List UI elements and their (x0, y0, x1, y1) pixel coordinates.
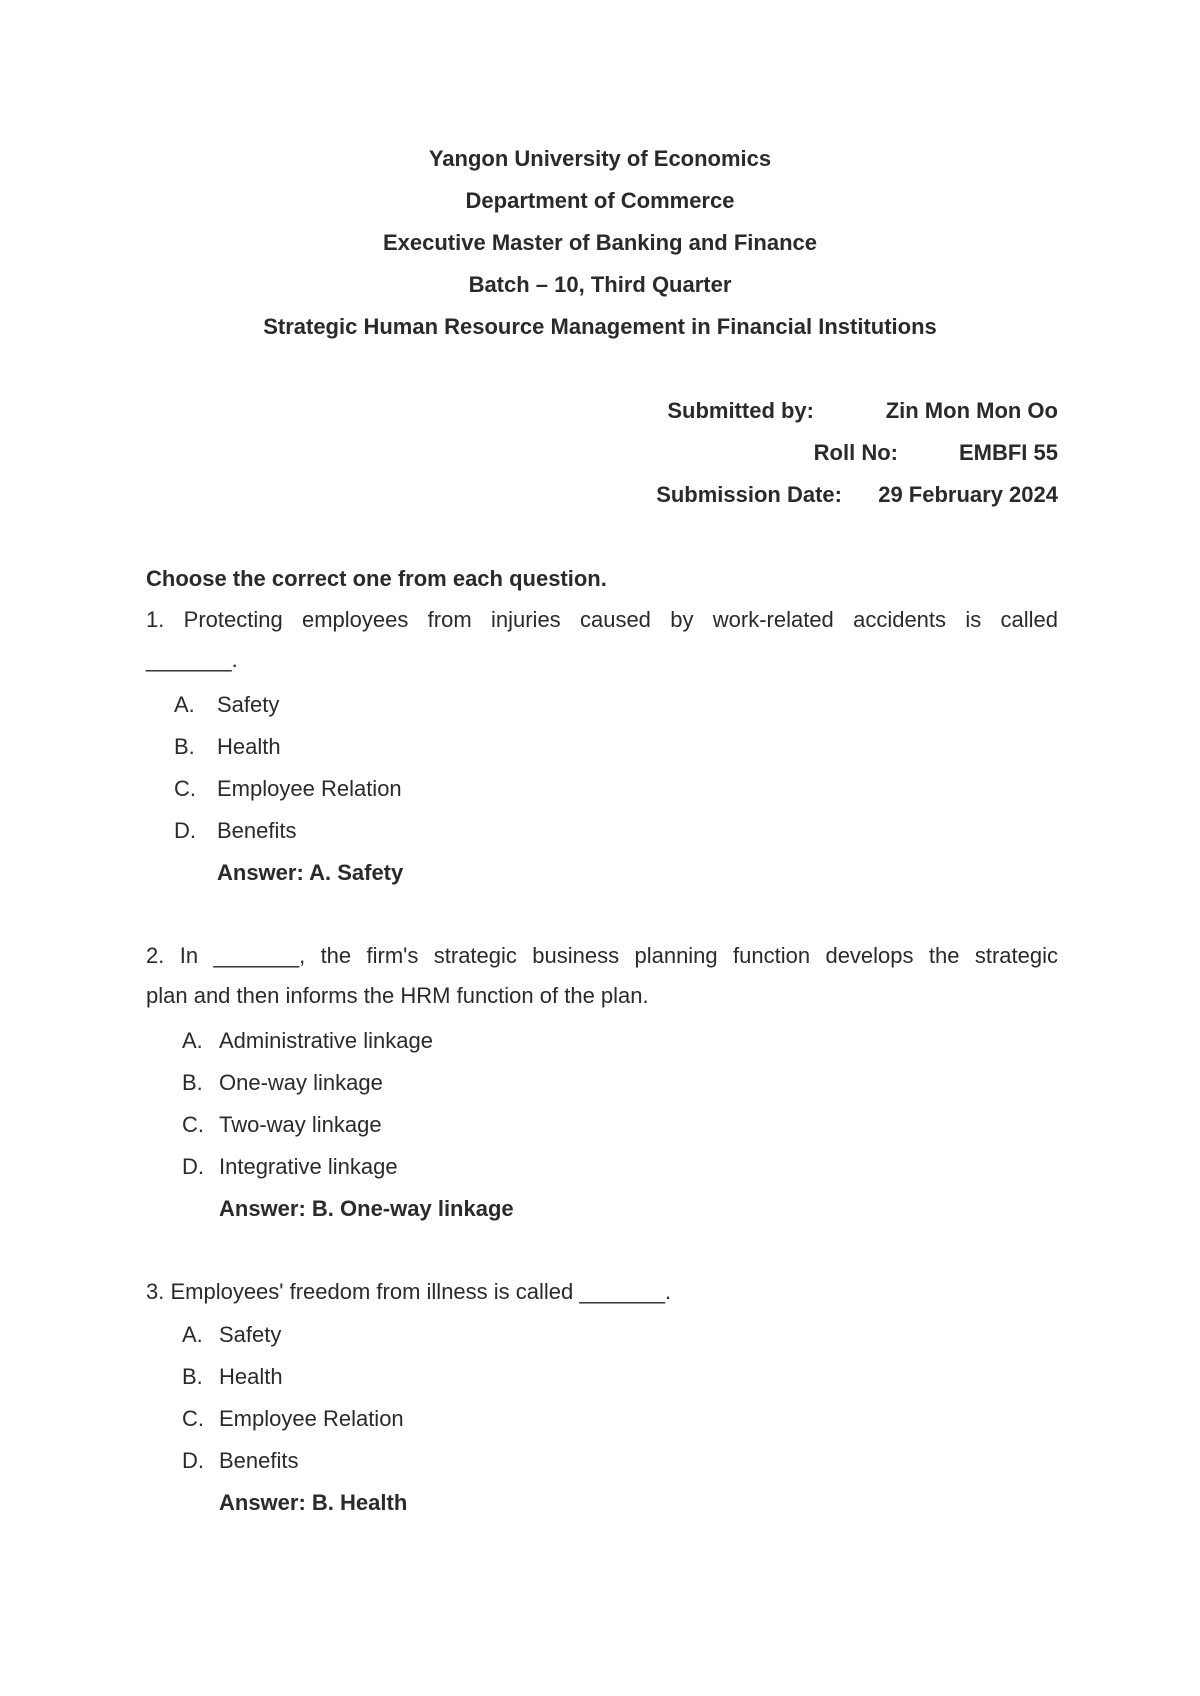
question-2-line-1: 2. In _______, the firm's strategic business planning function develops the strategic (146, 943, 1058, 968)
option-letter: A. (182, 1322, 203, 1347)
option-letter: D. (182, 1154, 204, 1179)
option-letter: B. (182, 1070, 203, 1095)
option-letter: C. (174, 776, 196, 801)
submission-date-row (0, 480, 1200, 510)
option-text: Administrative linkage (219, 1028, 433, 1053)
option-text: Two-way linkage (219, 1112, 382, 1137)
option-text: Safety (219, 1322, 282, 1347)
question-2-answer: Answer: B. One-way linkage (219, 1196, 514, 1221)
submitted-by-value: Zin Mon Mon Oo (885, 398, 1058, 423)
option-letter: B. (174, 734, 195, 759)
question-2-text (146, 936, 1058, 1016)
university-title: Yangon University of Economics (428, 146, 772, 171)
option-text: Employee Relation (219, 1406, 404, 1431)
option-letter: B. (182, 1364, 203, 1389)
course-title: Strategic Human Resource Management in Financial Institutions (263, 314, 937, 339)
option-text: Health (219, 1364, 283, 1389)
question-3-answer: Answer: B. Health (219, 1490, 408, 1515)
option-letter: D. (182, 1448, 204, 1473)
roll-no-label: Roll No: (813, 440, 898, 465)
question-1-line-2: _______. (146, 647, 238, 672)
option-letter: A. (174, 692, 195, 717)
option-text: One-way linkage (219, 1070, 383, 1095)
instruction-text: Choose the correct one from each question. (146, 566, 607, 591)
question-1-line-1: 1. Protecting employees from injuries caused by work-related accidents is called (146, 607, 1058, 632)
option-text: Integrative linkage (219, 1154, 398, 1179)
question-1-answer: Answer: A. Safety (217, 860, 404, 885)
submitted-by-row (0, 396, 1200, 426)
submission-date-value: 29 February 2024 (878, 482, 1058, 507)
question-2-line-2: plan and then informs the HRM function of the plan. (146, 983, 649, 1008)
option-text: Benefits (219, 1448, 299, 1473)
option-text: Employee Relation (217, 776, 402, 801)
option-text: Benefits (217, 818, 297, 843)
submission-date-label: Submission Date: (656, 482, 842, 507)
submitted-by-label: Submitted by: (667, 398, 814, 423)
option-letter: C. (182, 1406, 204, 1431)
option-letter: D. (174, 818, 196, 843)
roll-no-row (0, 438, 1200, 468)
option-letter: C. (182, 1112, 204, 1137)
question-3-text (146, 1272, 1058, 1312)
batch-title: Batch – 10, Third Quarter (468, 272, 732, 297)
roll-no-value: EMBFI 55 (958, 440, 1058, 465)
question-1-text (146, 600, 1058, 680)
option-letter: A. (182, 1028, 203, 1053)
program-title: Executive Master of Banking and Finance (382, 230, 817, 255)
question-3-line-1: 3. Employees' freedom from illness is called _______. (146, 1279, 672, 1304)
option-text: Health (217, 734, 281, 759)
option-text: Safety (217, 692, 280, 717)
department-title: Department of Commerce (465, 188, 735, 213)
